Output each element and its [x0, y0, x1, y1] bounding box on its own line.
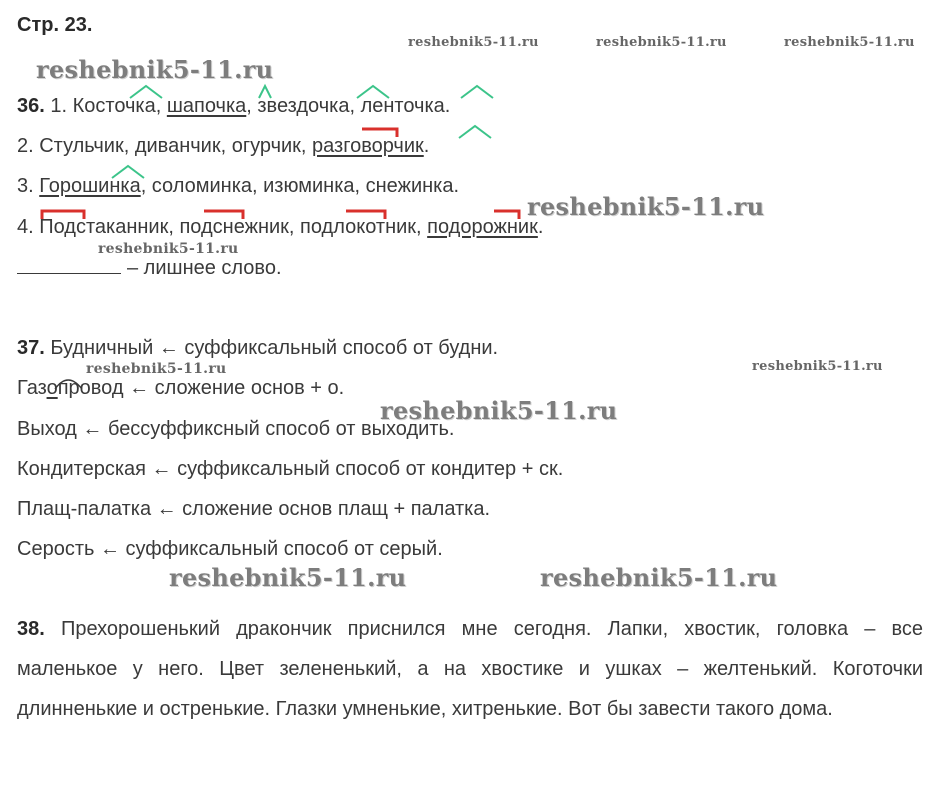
watermark: reshebnik5-11.ru	[98, 241, 239, 257]
ex37-line-4: Кондитерская ← суффиксальный способ от кондитер + ск.	[17, 458, 564, 480]
exercise-number: 37.	[17, 337, 45, 359]
underlined-word: разговорчик	[312, 135, 424, 157]
watermark: reshebnik5-11.ru	[408, 35, 539, 50]
ex37-line-2: Газопровод ← сложение основ + о.	[17, 377, 345, 399]
ex37-line-3: Выход ← бессуффиксный способ от выходить.	[17, 418, 455, 440]
ex37-line-1: 37. Будничный ← суффиксальный способ от будни.	[17, 337, 499, 359]
ex36-line-4: 4. Подстаканник, подснежник, подлокотник, подорожник.	[17, 216, 544, 238]
prefix-bracket	[204, 211, 243, 219]
suffix-arc	[112, 166, 144, 178]
ex36-line-1: 36. 1. Косточка, шапочка, звездочка, ленточка.	[17, 95, 451, 117]
suffix-arc	[130, 86, 162, 98]
suffix-arc	[461, 86, 493, 98]
page-title: Стр. 23.	[17, 14, 93, 36]
suffix-arc	[357, 86, 389, 98]
watermark: reshebnik5-11.ru	[86, 361, 227, 377]
exercise-number: 38.	[17, 618, 45, 640]
ex36-line-3: 3. Горошинка, соломинка, изюминка, снежинка.	[17, 175, 460, 197]
ex38-paragraph: 38. Прехорошенький дракончик приснился мне сегодня. Лапки, хвостик, головка – все маленькое у него. Цвет зелененький, а на хвостике и ушках – желтенький. Коготочки длинненькие и остренькие. Глазки умненькие, хитренькие. Вот бы завести такого дома.	[17, 618, 923, 720]
ex36-line-5: – лишнее слово.	[17, 255, 282, 281]
prefix-bracket	[42, 211, 84, 219]
ex37-line-6: Серость ← суффиксальный способ от серый.	[17, 538, 443, 560]
exercise-number: 36.	[17, 95, 45, 117]
watermark: reshebnik5-11.ru	[596, 35, 727, 50]
prefix-bracket	[362, 129, 397, 137]
watermark: reshebnik5-11.ru	[540, 563, 778, 592]
watermark: reshebnik5-11.ru	[527, 192, 765, 221]
watermark: reshebnik5-11.ru	[752, 359, 883, 374]
underlined-word: Горошинка	[39, 175, 141, 197]
watermark: reshebnik5-11.ru	[169, 563, 407, 592]
connecting-vowel: о	[46, 377, 58, 399]
watermark: reshebnik5-11.ru	[36, 55, 274, 84]
watermark: reshebnik5-11.ru	[784, 35, 915, 50]
watermark: reshebnik5-11.ru	[380, 396, 618, 425]
underlined-word: шапочка	[166, 95, 247, 117]
suffix-arc	[459, 126, 491, 138]
underlined-word: подорожник	[427, 216, 538, 238]
suffix-arc	[259, 86, 271, 98]
prefix-bracket	[346, 211, 385, 219]
prefix-bracket	[494, 211, 519, 219]
ex37-line-5: Плащ-палатка ← сложение основ плащ + палатка.	[17, 498, 491, 520]
ex36-line-2: 2. Стульчик, диванчик, огурчик, разговорчик.	[17, 135, 430, 157]
